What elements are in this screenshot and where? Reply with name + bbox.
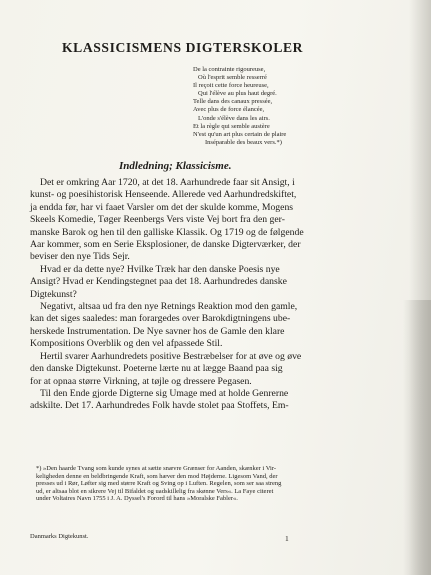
body-line: manske Barok og hen til den galliske Klassik. Og 1719 og de følgende <box>30 226 304 238</box>
book-signature: Danmarks Digtekunst. <box>30 533 89 540</box>
body-line: Kompositions Overblik og den vel afpassede Stil. <box>30 338 223 350</box>
body-line: Ansigt? Hvad er Kendingstegnet paa det 18. Aarhundredes danske <box>30 276 287 288</box>
footnote-line: under Voltaires Navn 1755 i J. A. Dyssel's Forord til hans »Moralske Fabler«. <box>36 495 238 503</box>
footnote <box>36 465 281 503</box>
body-line: beviser den nye Tids Sejr. <box>30 251 130 263</box>
body-line: Hertil svarer Aarhundredets positive Bestræbelser for at øve og øve <box>40 350 302 362</box>
body-line: kan det siges saaledes: man forargedes over Barokdigtningens ube- <box>30 313 291 325</box>
body-text <box>30 177 400 413</box>
poem-line: Où l'esprit semble resserré <box>198 74 267 82</box>
body-line: Aar kommer, som en Serie Eksplosioner, de danske Digterværker, der <box>30 239 301 251</box>
body-line: Negativt, altsaa ud fra den nye Retnings Reaktion mod den gamle, <box>40 301 298 313</box>
page-number: 1 <box>285 534 289 543</box>
poem-line: N'est qu'un art plus certain de plaire <box>193 130 287 138</box>
poem-line: Il reçoit cette force heureuse, <box>193 82 269 90</box>
footnote-line: ud, er altsaa blot en sikrere Vej til Bifaldet og uadskillelig fra skønne Vers«. La Faye citeret <box>36 487 274 495</box>
body-line: Digtekunst? <box>30 288 77 300</box>
poem-line: Inséparable des beaux vers.*) <box>205 138 282 146</box>
poem-line: Telle dans des canaux pressée, <box>193 98 273 106</box>
page-edge-shadow-lower <box>403 300 431 575</box>
poem-line: Avec plus de force élancée, <box>193 106 265 114</box>
body-line: Til den Ende gjorde Digterne sig Umage med at holde Genrerne <box>40 387 289 399</box>
chapter-title: KLASSICISMENS DIGTERSKOLER <box>62 40 304 55</box>
footnote-line: presses ud i Rør, Løfter sig med større Kraft og Sving op i Luften. Regelen, som ser saa streng <box>36 480 282 488</box>
body-line: for at opnaa større Virkning, at tøjle og dressere Pegasen. <box>30 375 252 387</box>
body-line: Hvad er da dette nye? Hvilke Træk har den danske Poesis nye <box>40 263 280 275</box>
poem-line: L'onde s'élève dans les airs. <box>198 114 270 122</box>
body-line: kunst- og poesihistorisk Henseende. Allerede ved Aarhundredskiftet, <box>30 189 297 201</box>
body-line: herskede Instrumentation. De Nye savner hos de Gamle den klare <box>30 325 285 337</box>
body-line: den danske Digtekunst. Poeterne lærte nu at lægge Baand paa sig <box>30 363 283 375</box>
poem-line: Qui l'élève au plus haut degré. <box>198 90 277 98</box>
footnote-line: keligheden denne en beldbringende Kraft, som hæver den mod Højderne. Ligesom Vand, der <box>36 472 278 480</box>
body-line: Skeels Komedie, Tøger Reenbergs Vers viste Vej bort fra den ger- <box>30 214 285 226</box>
section-heading: Indledning; Klassicisme. <box>119 160 232 172</box>
footnote-line: *) »Den haarde Tvang som kunde synes at sætte snævre Grænser for Aanden, skænker i Vir- <box>36 465 277 472</box>
poem-line: Et la règle qui semble austère <box>193 122 270 130</box>
epigraph-poem <box>193 66 286 147</box>
poem-line: De la contrainte rigoureuse, <box>193 66 266 73</box>
body-line: ja endda før, har vi faaet Varsler om det der skulde komme, Mogens <box>30 201 294 213</box>
body-line: Det er omkring Aar 1720, at det 18. Aarhundrede faar sit Ansigt, i <box>40 177 295 188</box>
body-line: adskilte. Det 17. Aarhundredes Folk havde stolet paa Stoffets, Em- <box>30 400 289 412</box>
